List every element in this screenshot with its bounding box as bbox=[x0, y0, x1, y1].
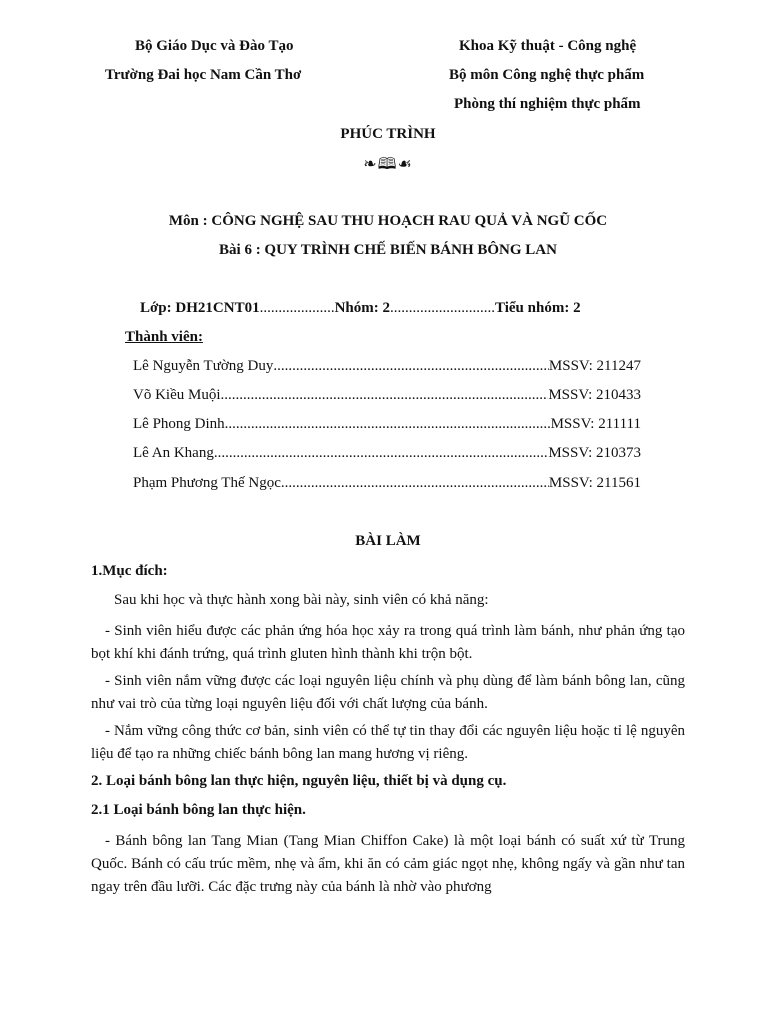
member-mssv: MSSV: 211561 bbox=[548, 475, 641, 491]
group-label: Nhóm: 2 bbox=[334, 300, 390, 316]
members-label: Thành viên: bbox=[125, 329, 203, 345]
section-1-paragraph-2: - Sinh viên nắm vững được các loại nguyên liệu chính và phụ dùng để làm bánh bông lan, cũng như vai trò của từng loại nguyên liệu đối với chất lượng của bánh. bbox=[91, 673, 685, 712]
member-row bbox=[133, 416, 641, 433]
member-row bbox=[133, 445, 641, 462]
member-mssv: MSSV: 210433 bbox=[548, 387, 641, 403]
section-2-heading: 2. Loại bánh bông lan thực hiện, nguyên liệu, thiết bị và dụng cụ. bbox=[91, 773, 507, 789]
leader-dots bbox=[281, 475, 549, 492]
lab-name: Phòng thí nghiệm thực phẩm bbox=[454, 96, 641, 112]
report-title: PHÚC TRÌNH bbox=[340, 126, 436, 142]
member-name: Võ Kiều Muội bbox=[133, 387, 221, 403]
member-mssv: MSSV: 210373 bbox=[548, 445, 641, 461]
leader-dots bbox=[225, 416, 551, 433]
leader-dots bbox=[214, 445, 549, 462]
department-name: Bộ môn Công nghệ thực phẩm bbox=[449, 67, 645, 83]
member-name: Phạm Phương Thế Ngọc bbox=[133, 475, 281, 491]
member-row bbox=[133, 475, 641, 492]
member-row bbox=[133, 387, 641, 404]
ministry-name: Bộ Giáo Dục và Đào Tạo bbox=[135, 38, 294, 54]
member-name: Lê Nguyễn Tường Duy bbox=[133, 358, 274, 374]
section-2-1-paragraph: - Bánh bông lan Tang Mian (Tang Mian Chiffon Cake) là một loại bánh có suất xứ từ Trung Quốc. Bánh có cấu trúc mềm, nhẹ và ẩm, khi ăn có cảm giác ngọt nhẹ, không ngấy và gần như tan ngay trên đầu lưỡi. Các đặc trưng này của bánh là nhờ vào phương bbox=[91, 833, 685, 895]
member-row bbox=[133, 358, 641, 375]
section-1-heading: 1.Mục đích: bbox=[91, 563, 168, 579]
class-info-line bbox=[140, 300, 581, 317]
subgroup-label: Tiểu nhóm: 2 bbox=[495, 300, 581, 316]
section-1-intro: Sau khi học và thực hành xong bài này, sinh viên có khả năng: bbox=[114, 592, 489, 608]
decorative-ornament bbox=[0, 153, 768, 180]
leader-dots bbox=[273, 358, 549, 375]
group-dots: ............................ bbox=[390, 300, 495, 316]
leader-dots bbox=[221, 387, 549, 404]
lesson-title: Bài 6 : QUY TRÌNH CHẾ BIẾN BÁNH BÔNG LAN bbox=[219, 242, 557, 258]
section-1-paragraph-3: - Nắm vững công thức cơ bản, sinh viên có thể tự tin thay đổi các nguyên liệu hoặc tỉ lệ nguyên liệu để tạo ra những chiếc bánh bông lan mang hương vị riêng. bbox=[91, 723, 685, 762]
member-mssv: MSSV: 211111 bbox=[550, 416, 641, 432]
section-2-1-heading: 2.1 Loại bánh bông lan thực hiện. bbox=[91, 802, 306, 818]
faculty-name: Khoa Kỹ thuật - Công nghệ bbox=[459, 38, 637, 54]
book-ornament-icon: ❧🕮☙ bbox=[363, 156, 413, 173]
university-name: Trường Đai học Nam Cần Thơ bbox=[105, 67, 302, 83]
subject-title: Môn : CÔNG NGHỆ SAU THU HOẠCH RAU QUẢ VÀ NGŨ CỐC bbox=[168, 213, 608, 229]
work-heading: BÀI LÀM bbox=[355, 533, 421, 549]
class-label: Lớp: DH21CNT01 bbox=[140, 300, 260, 316]
member-name: Lê Phong Dinh bbox=[133, 416, 225, 432]
member-mssv: MSSV: 211247 bbox=[548, 358, 641, 374]
member-name: Lê An Khang bbox=[133, 445, 214, 461]
section-1-paragraph-1: - Sinh viên hiểu được các phản ứng hóa học xảy ra trong quá trình làm bánh, như phản ứng tạo bọt khí khi đánh trứng, quá trình gluten hình thành khi trộn bột. bbox=[91, 623, 685, 662]
class-dots: .................... bbox=[259, 300, 335, 316]
